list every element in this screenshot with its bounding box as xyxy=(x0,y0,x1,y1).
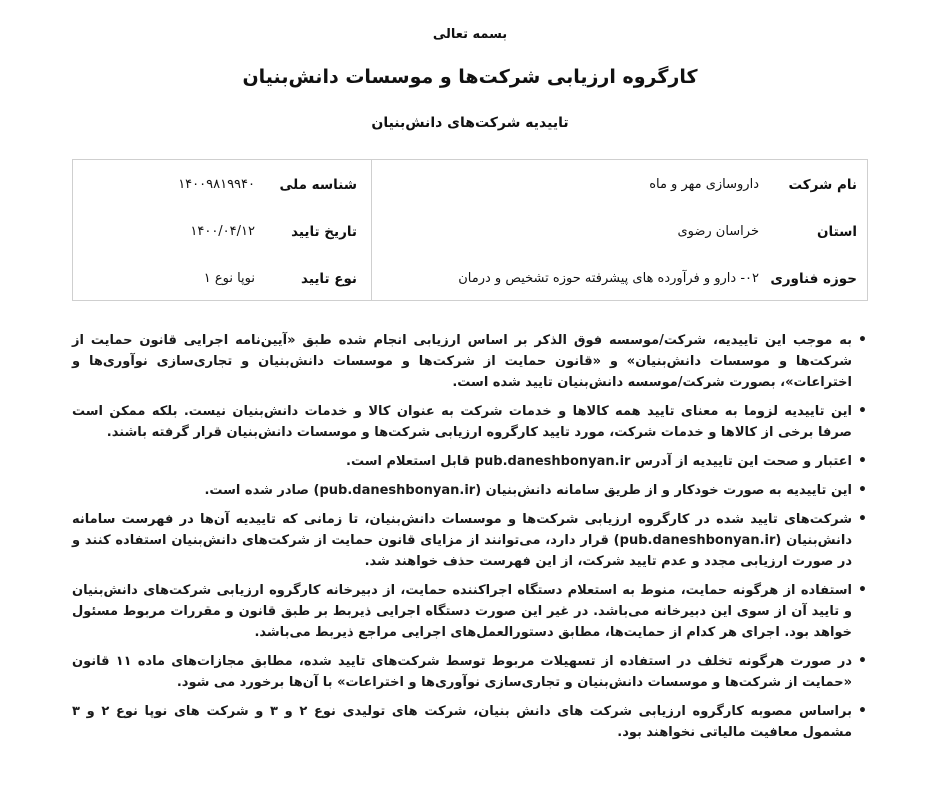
page-title: کارگروه ارزیابی شرکت‌ها و موسسات دانش‌بنیان xyxy=(242,66,698,88)
approval-date-label: تاریخ تایید xyxy=(291,224,357,240)
list-item: • اعتبار و صحت این تاییدیه از آدرس pub.daneshbonyan.ir قابل استعلام است. xyxy=(72,451,852,472)
bismillah-heading: بسمه تعالی xyxy=(432,27,508,42)
tech-field-value: ۰۲- دارو و فرآورده های پیشرفته حوزه تشخیص و درمان xyxy=(458,271,759,286)
terms-list xyxy=(72,330,870,751)
list-item: • شرکت‌های تایید شده در کارگروه ارزیابی شرکت‌ها و موسسات دانش‌بنیان، تا زمانی که تاییدیه آن‌ها در فهرست سامانه دانش‌بنیان (pub.daneshbonyan.ir) قرار دارد، می‌توانند از مزایای قانون حمایت از شرکت‌های دانش‌بنیان استفاده کنند و در صورت ارزیابی مجدد و عدم تایید شرکت، از این فهرست حذف خواهند شد. xyxy=(72,509,852,572)
company-name-value: داروسازی مهر و ماه xyxy=(649,177,759,192)
info-box-divider xyxy=(371,160,372,300)
list-item: • به موجب این تاییدیه، شرکت/موسسه فوق الذکر بر اساس ارزیابی انجام شده طبق «آیین‌نامه اجرایی قانون حمایت از شرکت‌ها و موسسات دانش‌بنیان» و «قانون حمایت از شرکت‌ها و موسسات دانش‌بنیان و تجاری‌سازی نوآوری‌ها و اختراعات»، بصورت شرکت/موسسه دانش‌بنیان تایید شده است. xyxy=(72,330,852,393)
approval-type-value: نوپا نوع ۱ xyxy=(203,271,255,286)
list-item: • در صورت هرگونه تخلف در استفاده از تسهیلات مربوط توسط شرکت‌های تایید شده، مطابق مجازات‌های ماده ۱۱ قانون «حمایت از شرکت‌ها و موسسات دانش‌بنیان و تجاری‌سازی نوآوری‌ها و اختراعات» با آن‌ها برخورد می شود. xyxy=(72,651,852,693)
province-value: خراسان رضوی xyxy=(677,224,759,239)
tech-field-label: حوزه فناوری xyxy=(770,271,857,287)
list-item: • این تاییدیه به صورت خودکار و از طریق سامانه دانش‌بنیان (pub.daneshbonyan.ir) صادر شده است. xyxy=(72,480,852,501)
page-subtitle: تاییدیه شرکت‌های دانش‌بنیان xyxy=(371,115,569,131)
approval-type-label: نوع تایید xyxy=(301,271,357,287)
company-name-label: نام شرکت xyxy=(788,177,857,193)
list-item: • این تاییدیه لزوما به معنای تایید همه کالاها و خدمات شرکت به عنوان کالا و خدمات دانش‌بنیان نیست. بلکه ممکن است صرفا برخی از کالاها و خدمات شرکت، مورد تایید کارگروه ارزیابی شرکت‌ها و موسسات دانش‌بنیان قرار گرفته باشند. xyxy=(72,401,852,443)
national-id-value: ۱۴۰۰۹۸۱۹۹۴۰ xyxy=(178,177,255,192)
company-info-box xyxy=(72,159,868,301)
national-id-label: شناسه ملی xyxy=(279,177,357,193)
list-item: • براساس مصوبه کارگروه ارزیابی شرکت های دانش بنیان، شرکت های تولیدی نوع ۲ و ۳ و شرکت های نوپا نوع ۲ و ۳ مشمول معافیت مالیاتی نخواهند بود. xyxy=(72,701,852,743)
approval-date-value: ۱۴۰۰/۰۴/۱۲ xyxy=(190,224,255,239)
province-label: استان xyxy=(816,224,857,240)
list-item: • استفاده از هرگونه حمایت، منوط به استعلام دستگاه اجراکننده حمایت، از دبیرخانه کارگروه ارزیابی شرکت‌های دانش‌بنیان و تایید آن از سوی این دبیرخانه می‌باشد. در غیر این صورت دستگاه اجرایی ذیربط بر طبق قانون و مقررات مربوط مسئول خواهد بود. اجرای هر کدام از حمایت‌ها، مطابق دستورالعمل‌های اجرایی مراجع ذیربط می‌باشد. xyxy=(72,580,852,643)
